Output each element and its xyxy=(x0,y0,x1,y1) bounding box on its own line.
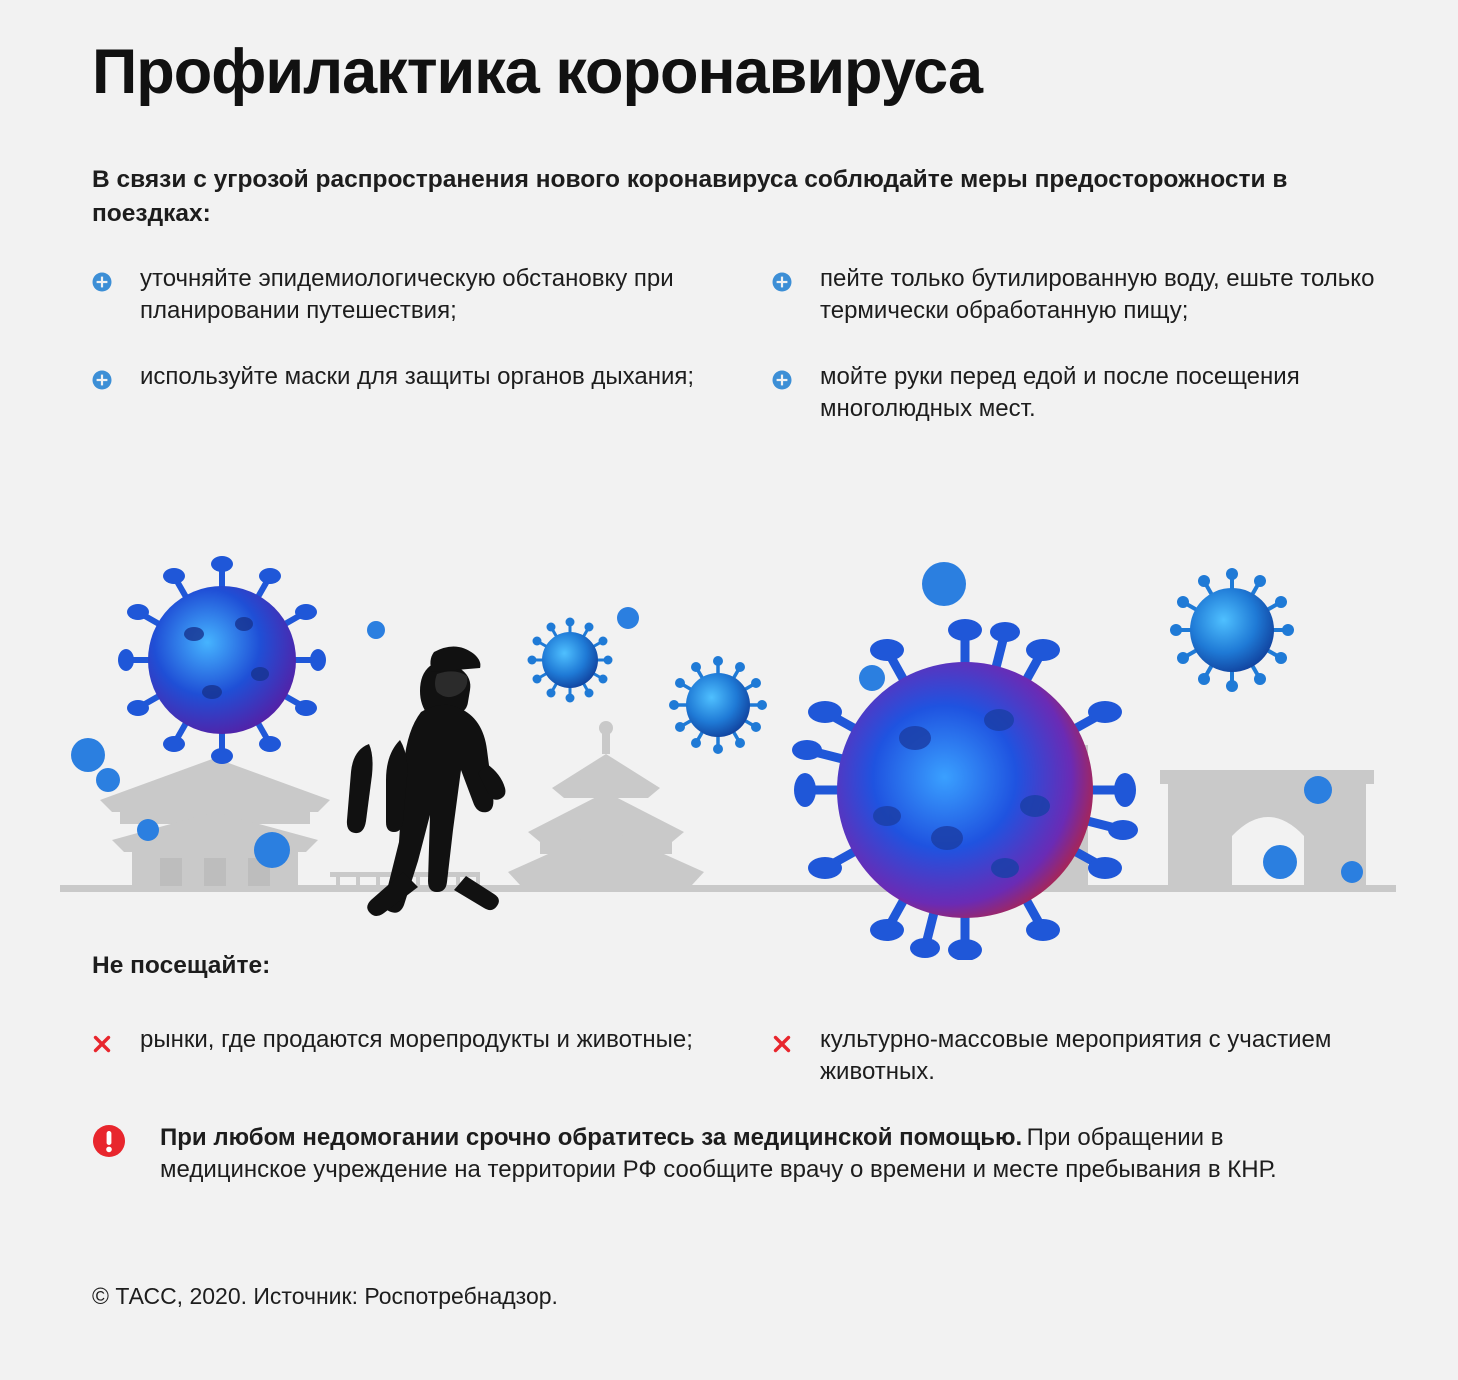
list-item xyxy=(772,1024,1402,1088)
list-item-label: пейте только бутилированную воду, ешьте только термически обработанную пищу; xyxy=(820,265,1375,325)
advice-list-left xyxy=(92,263,712,427)
plus-circle-icon xyxy=(772,367,792,387)
advice-list-right xyxy=(772,263,1392,460)
warning-block xyxy=(92,1122,1372,1186)
list-item xyxy=(772,361,1392,425)
list-item xyxy=(92,1024,712,1056)
plus-circle-icon xyxy=(92,269,112,289)
avoid-list-right xyxy=(772,1024,1402,1088)
footer-credit: © ТАСС, 2020. Источник: Роспотребнадзор. xyxy=(92,1283,558,1309)
plus-circle-icon xyxy=(772,269,792,289)
list-item-label: уточняйте эпидемиологическую обстановку при планировании путешествия; xyxy=(140,265,674,325)
warning-strong-text: При любом недомогании срочно обратитесь за медицинской помощью. xyxy=(160,1124,1023,1151)
list-item-label: культурно-массовые мероприятия с участием животных. xyxy=(820,1026,1332,1086)
avoid-list-left xyxy=(92,1024,712,1056)
list-item xyxy=(772,263,1392,327)
page-title: Профилактика коронавируса xyxy=(92,37,983,107)
list-item-label: рынки, где продаются морепродукты и животные; xyxy=(140,1026,693,1053)
lead-paragraph: В связи с угрозой распространения нового коронавируса соблюдайте меры предосторожности в поездках: xyxy=(92,166,1288,227)
list-item xyxy=(92,263,712,327)
list-item-label: используйте маски для защиты органов дыхания; xyxy=(140,363,695,391)
exclamation-circle-icon xyxy=(92,1124,126,1158)
warning-detail-text: При обращении в медицинское учреждение на территории РФ сообщите врачу о времени и месте пребывания в КНР. xyxy=(160,1124,1277,1184)
illustration-coronavirus-travel xyxy=(0,540,1458,960)
avoid-heading: Не посещайте: xyxy=(92,952,271,979)
cross-icon xyxy=(92,1031,112,1051)
plus-circle-icon xyxy=(92,367,112,387)
virus-particles xyxy=(792,619,1138,960)
cross-icon xyxy=(772,1031,792,1051)
list-item-label: мойте руки перед едой и после посещения многолюдных мест. xyxy=(820,363,1300,423)
list-item xyxy=(92,361,712,393)
